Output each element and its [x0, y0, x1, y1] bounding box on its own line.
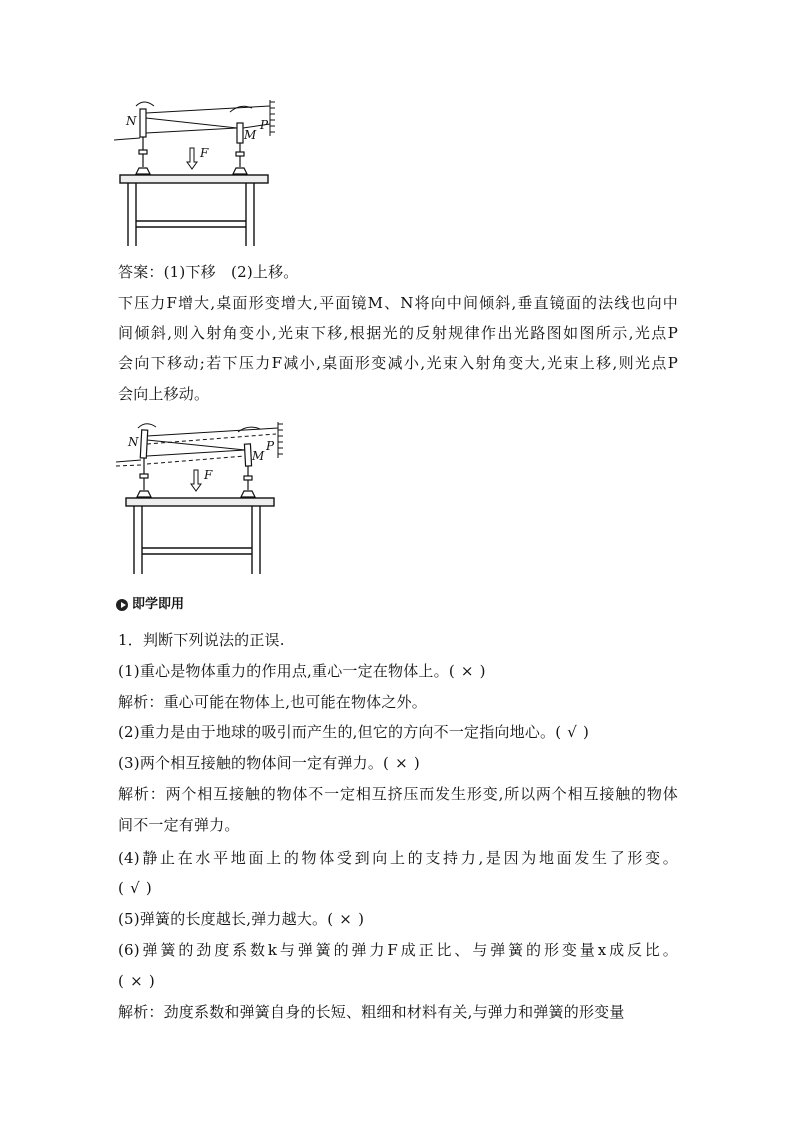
label-m: M: [252, 449, 265, 463]
scale-drawing: [278, 422, 283, 458]
label-f: F: [204, 468, 213, 482]
section-title: 即学即用: [132, 597, 185, 612]
section-header: [116, 596, 184, 614]
judgement-mark: √: [567, 723, 578, 741]
rotate-arrow-m-icon: [230, 106, 252, 112]
analysis-text: 解析：劲度系数和弹簧自身的长短、粗细和材料有关,与弹力和弹簧的形变量: [118, 1003, 625, 1021]
judgement-mark: ×: [395, 754, 408, 772]
explanation-line-4: 会向上移动。: [118, 385, 210, 403]
label-m: M: [244, 128, 257, 142]
question-item: (1)重心是物体重力的作用点,重心一定在物体上。( × ): [118, 662, 486, 680]
label-f: F: [200, 146, 209, 160]
judgement-mark: √: [130, 879, 140, 897]
explanation-line-1: 下压力F增大,桌面形变增大,平面镜M、N将向中间倾斜,垂直镜面的法线也向中: [118, 294, 678, 312]
judgement-mark: ×: [130, 972, 143, 990]
scale-drawing: [270, 100, 275, 136]
figure-top-apparatus: [114, 96, 284, 248]
force-arrow-icon: [187, 148, 197, 169]
table-drawing: [120, 175, 268, 246]
label-p: P: [260, 118, 269, 132]
rotate-arrow-n-icon: [138, 424, 156, 428]
analysis-text: 解析：两个相互接触的物体不一定相互挤压而发生形变,所以两个相互接触的物体: [118, 785, 678, 803]
play-circle-icon: [116, 599, 128, 611]
label-n: N: [126, 114, 137, 128]
explanation-line-2: 间倾斜,则入射角变小,光束下移,根据光的反射规律作出光路图如图所示,光点P: [118, 324, 678, 342]
force-arrow-icon: [191, 470, 201, 491]
explanation-line-3: 会向下移动;若下压力F减小,桌面形变减小,光束入射角变大,光束上移,则光点P: [118, 354, 678, 372]
judgement-mark: ×: [339, 910, 353, 928]
label-p: P: [266, 439, 275, 453]
question-item: ( √ ): [118, 879, 152, 897]
answer-text: 答案：(1)下移 (2)上移。: [118, 263, 299, 281]
analysis-text: 间不一定有弹力。: [118, 816, 240, 834]
mirror-n-stand: [136, 109, 150, 174]
analysis-text: 解析：重心可能在物体上,也可能在物体之外。: [118, 693, 427, 711]
figure-bottom-light-path: [116, 420, 286, 576]
judgement-mark: ×: [460, 662, 474, 680]
label-n: N: [128, 435, 139, 449]
question-item: ( × ): [118, 972, 155, 990]
question-item: (3)两个相互接触的物体间一定有弹力。( × ): [118, 754, 420, 772]
table-drawing: [126, 498, 274, 574]
question-item: (4)静止在水平地面上的物体受到向上的支持力,是因为地面发生了形变。: [118, 849, 678, 867]
rotate-arrow-n-icon: [136, 102, 154, 106]
question-item: (5)弹簧的长度越长,弹力越大。( × ): [118, 910, 365, 928]
question-title: 1．判断下列说法的正误.: [118, 631, 285, 649]
question-item: (6)弹簧的劲度系数k与弹簧的弹力F成正比、与弹簧的形变量x成反比。: [118, 941, 678, 959]
question-item: (2)重力是由于地球的吸引而产生的,但它的方向不一定指向地心。( √ ): [118, 723, 590, 741]
